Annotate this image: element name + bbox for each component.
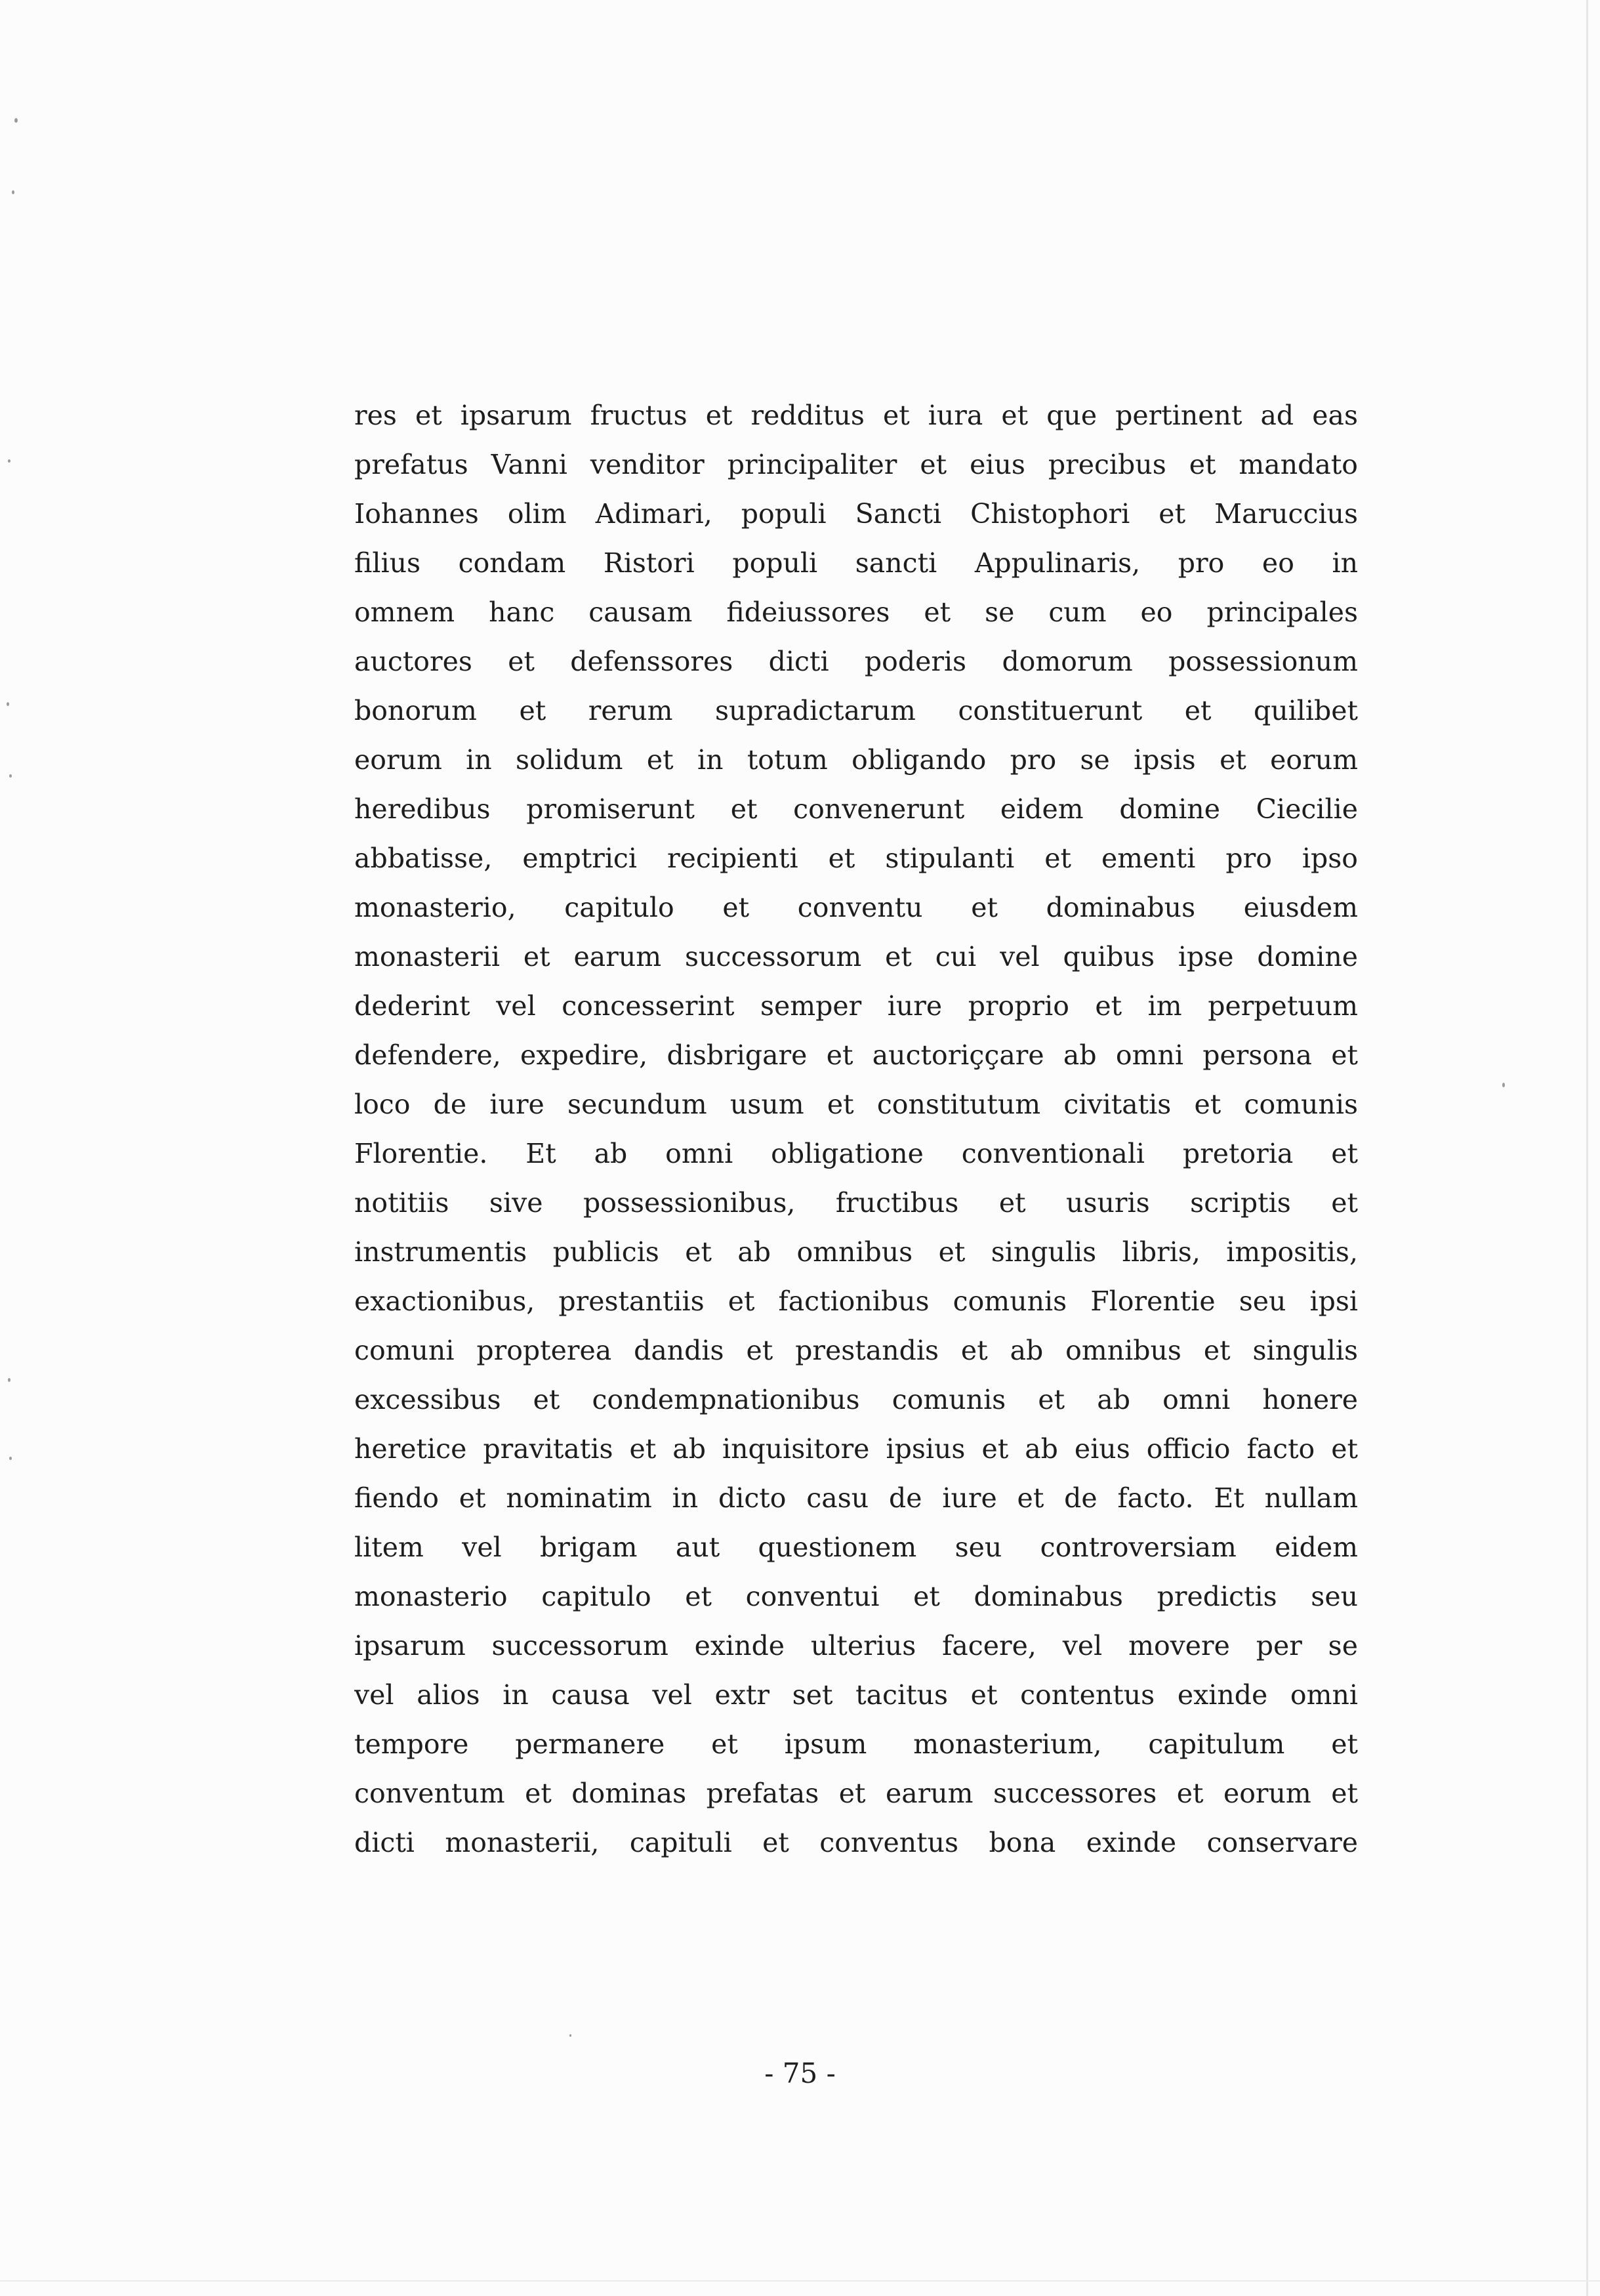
text-line: eorum in solidum et in totum obligando pro se ipsis et eorum xyxy=(354,744,1358,776)
scan-speck xyxy=(8,1378,10,1382)
page-edge-right xyxy=(1586,0,1588,2296)
text-line: excessibus et condempnationibus comunis et ab omni honere xyxy=(354,1384,1358,1415)
scan-speck xyxy=(1502,1083,1505,1087)
scan-speck xyxy=(9,774,12,778)
text-line: dederint vel concesserint semper iure proprio et im perpetuum xyxy=(354,990,1358,1022)
text-line: Iohannes olim Adimari, populi Sancti Chistophori et Maruccius xyxy=(354,498,1358,530)
text-line: filius condam Ristori populi sancti Appulinaris, pro eo in xyxy=(354,547,1358,579)
text-line: heretice pravitatis et ab inquisitore ipsius et ab eius officio facto et xyxy=(354,1433,1358,1465)
text-line: dicti monasterii, capituli et conventus bona exinde conservare xyxy=(354,1827,1358,1858)
text-line: monasterii et earum successorum et cui vel quibus ipse domine xyxy=(354,941,1358,972)
text-line: abbatisse, emptrici recipienti et stipulanti et ementi pro ipso xyxy=(354,843,1358,874)
text-line: litem vel brigam aut questionem seu controversiam eidem xyxy=(354,1532,1358,1563)
text-line: instrumentis publicis et ab omnibus et singulis libris, impositis, xyxy=(354,1236,1358,1268)
scan-speck xyxy=(14,118,18,123)
page-edge-bottom xyxy=(0,2280,1600,2282)
text-line: defendere, expedire, disbrigare et auctoriççare ab omni persona et xyxy=(354,1039,1358,1071)
text-line: monasterio capitulo et conventui et dominabus predictis seu xyxy=(354,1581,1358,1612)
text-line: auctores et defenssores dicti poderis domorum possessionum xyxy=(354,646,1358,677)
text-line: bonorum et rerum supradictarum constituerunt et quilibet xyxy=(354,695,1358,726)
text-line: fiendo et nominatim in dicto casu de iure et de facto. Et nullam xyxy=(354,1482,1358,1514)
text-line: tempore permanere et ipsum monasterium, capitulum et xyxy=(354,1728,1358,1760)
text-line: Florentie. Et ab omni obligatione conventionali pretoria et xyxy=(354,1138,1358,1169)
scan-speck xyxy=(7,702,9,706)
text-line: loco de iure secundum usum et constitutum civitatis et comunis xyxy=(354,1089,1358,1120)
text-line: conventum et dominas prefatas et earum successores et eorum et xyxy=(354,1778,1358,1809)
scan-speck xyxy=(569,2034,571,2037)
page-number: - 75 - xyxy=(764,2057,836,2089)
scan-speck xyxy=(9,1457,12,1460)
text-line: omnem hanc causam fideiussores et se cum eo principales xyxy=(354,596,1358,628)
scan-speck xyxy=(8,459,10,463)
text-line: prefatus Vanni venditor principaliter et eius precibus et mandato xyxy=(354,449,1358,480)
text-line: vel alios in causa vel extr set tacitus et contentus exinde omni xyxy=(354,1679,1358,1711)
scan-speck xyxy=(12,190,14,194)
text-line: comuni propterea dandis et prestandis et ab omnibus et singulis xyxy=(354,1335,1358,1366)
text-line: heredibus promiserunt et convenerunt eidem domine Ciecilie xyxy=(354,793,1358,825)
text-line: exactionibus, prestantiis et factionibus comunis Florentie seu ipsi xyxy=(354,1285,1358,1317)
text-line: ipsarum successorum exinde ulterius facere, vel movere per se xyxy=(354,1630,1358,1661)
document-body xyxy=(354,391,1358,1868)
text-line: res et ipsarum fructus et redditus et iura et que pertinent ad eas xyxy=(354,400,1358,431)
text-line: notitiis sive possessionibus, fructibus et usuris scriptis et xyxy=(354,1187,1358,1219)
text-line: monasterio, capitulo et conventu et dominabus eiusdem xyxy=(354,892,1358,923)
